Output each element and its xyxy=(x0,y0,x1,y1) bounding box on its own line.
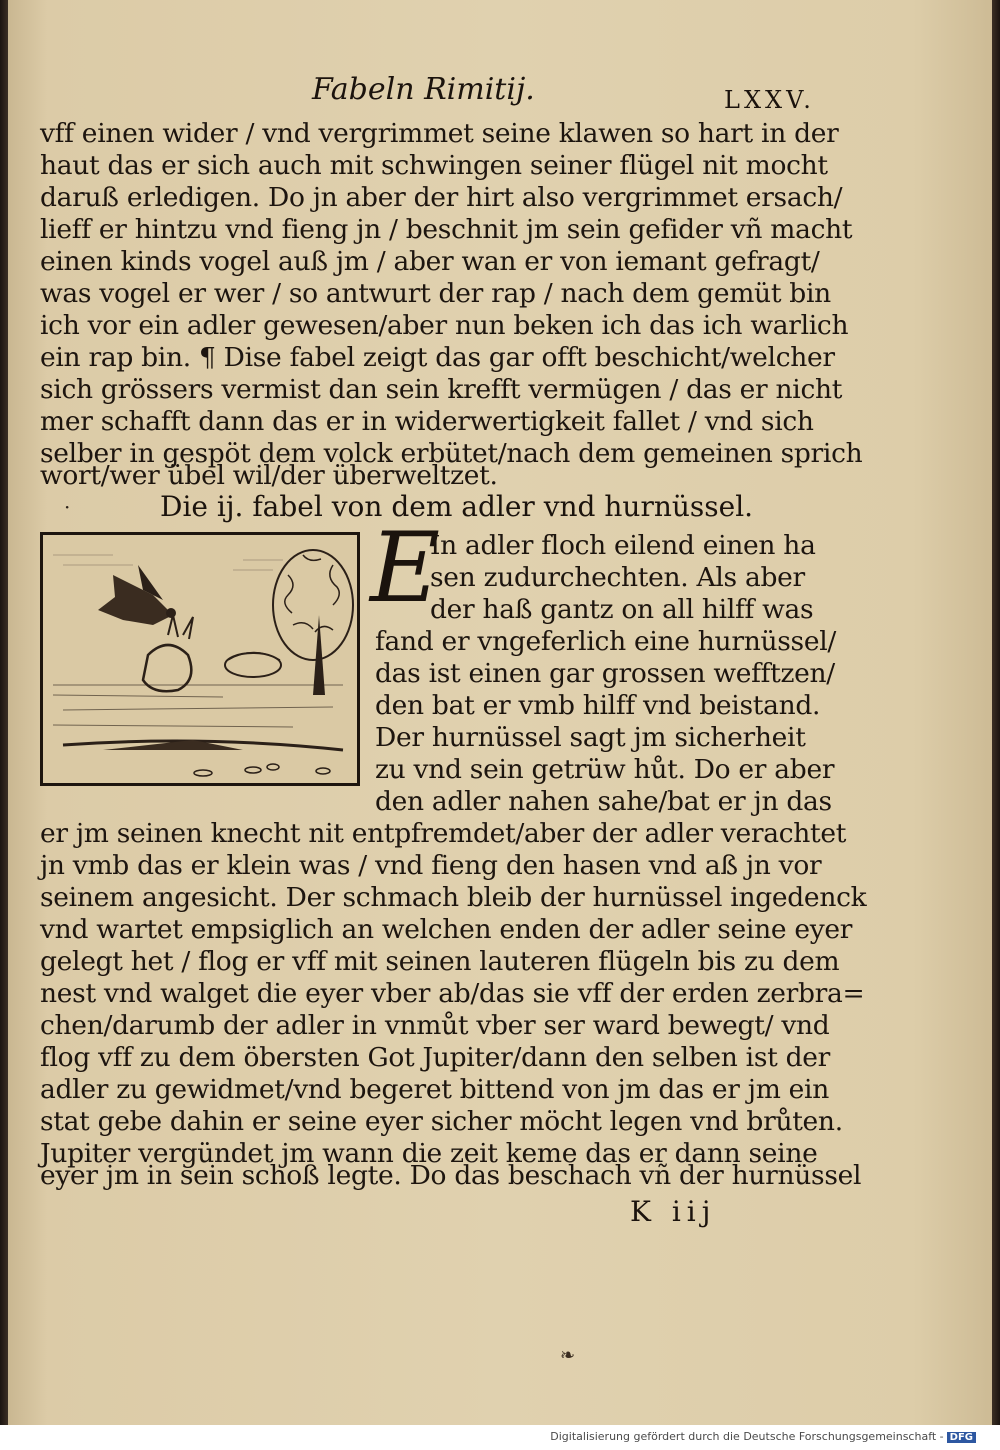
running-head: Fabeln Rimitij. xyxy=(312,72,535,107)
footer-text: Digitalisierung gefördert durch die Deutsche Forschungsgemeinschaft - xyxy=(550,1430,944,1443)
footer-attribution xyxy=(550,1430,976,1443)
text-line: er jm seinen knecht nit entpfremdet/aber der adler verachtet xyxy=(40,818,847,849)
woodcut-illustration xyxy=(40,532,360,786)
text-line: zu vnd sein getrüw hůt. Do er aber xyxy=(375,754,835,785)
text-line: wort/wer übel wil/der überweltzet. xyxy=(40,460,498,491)
text-line: einen kinds vogel auß jm / aber wan er von iemant gefragt/ xyxy=(40,246,820,277)
text-line: mer schafft dann das er in widerwertigkeit fallet / vnd sich xyxy=(40,406,814,437)
heading-dot: · xyxy=(64,495,71,519)
text-line: sich grössers vermist dan sein krefft vermügen / das er nicht xyxy=(40,374,843,405)
text-line: eyer jm in sein schoß legte. Do das beschach vñ der hurnüssel xyxy=(40,1160,862,1191)
text-line: was vogel er wer / so antwurt der rap / nach dem gemüt bin xyxy=(40,278,831,309)
text-line: lieff er hintzu vnd fieng jn / beschnit jm sein gefider vñ macht xyxy=(40,214,853,245)
footer-bar xyxy=(0,1425,1000,1450)
text-line: In adler floch eilend einen ha xyxy=(430,530,816,561)
text-line: gelegt het / flog er vff mit seinen lauteren flügeln bis zu dem xyxy=(40,946,840,977)
right-edge-shadow xyxy=(992,0,1000,1425)
ornament-icon: ❧ xyxy=(560,1345,576,1366)
text-line: den bat er vmb hilff vnd beistand. xyxy=(375,690,821,721)
text-line: der haß gantz on all hilff was xyxy=(430,594,814,625)
text-line: ich vor ein adler gewesen/aber nun beken ich das ich warlich xyxy=(40,310,849,341)
signature-mark: K iij xyxy=(630,1195,717,1228)
text-line: vnd wartet empsiglich an welchen enden der adler seine eyer xyxy=(40,914,853,945)
text-line: das ist einen gar grossen wefftzen/ xyxy=(375,658,835,689)
drop-cap: E xyxy=(370,512,441,624)
fable-heading: Die ij. fabel von dem adler vnd hurnüssel. xyxy=(160,490,754,523)
text-line: sen zudurchechten. Als aber xyxy=(430,562,805,593)
text-line: daruß erledigen. Do jn aber der hirt also vergrimmet ersach/ xyxy=(40,182,843,213)
text-line: seinem angesicht. Der schmach bleib der hurnüssel ingedenck xyxy=(40,882,867,913)
text-line: adler zu gewidmet/vnd begeret bittend von jm das er jm ein xyxy=(40,1074,829,1105)
text-line: vff einen wider / vnd vergrimmet seine klawen so hart in der xyxy=(40,118,839,149)
text-line: nest vnd walget die eyer vber ab/das sie vff der erden zerbra= xyxy=(40,978,865,1009)
dfg-logo: DFG xyxy=(947,1432,976,1443)
text-line: stat gebe dahin er seine eyer sicher möcht legen vnd brůten. xyxy=(40,1106,843,1137)
text-line: selber in gespöt dem volck erbütet/nach dem gemeinen sprich xyxy=(40,438,863,469)
text-line: haut das er sich auch mit schwingen seiner flügel nit mocht xyxy=(40,150,828,181)
text-line: chen/darumb der adler in vnmůt vber ser ward bewegt/ vnd xyxy=(40,1010,830,1041)
text-line: den adler nahen sahe/bat er jn das xyxy=(375,786,832,817)
text-line: Der hurnüssel sagt jm sicherheit xyxy=(375,722,806,753)
text-line: Jupiter vergündet jm wann die zeit keme das er dann seine xyxy=(40,1138,818,1169)
left-edge-shadow xyxy=(0,0,8,1425)
folio-number: LXXV. xyxy=(724,86,815,114)
text-line: ein rap bin. ¶ Dise fabel zeigt das gar offt beschicht/welcher xyxy=(40,342,835,373)
woodcut-eagle-hare-beetle xyxy=(43,535,357,783)
text-line: flog vff zu dem öbersten Got Jupiter/dann den selben ist der xyxy=(40,1042,831,1073)
text-line: fand er vngeferlich eine hurnüssel/ xyxy=(375,626,837,657)
text-line: jn vmb das er klein was / vnd fieng den hasen vnd aß jn vor xyxy=(40,850,822,881)
